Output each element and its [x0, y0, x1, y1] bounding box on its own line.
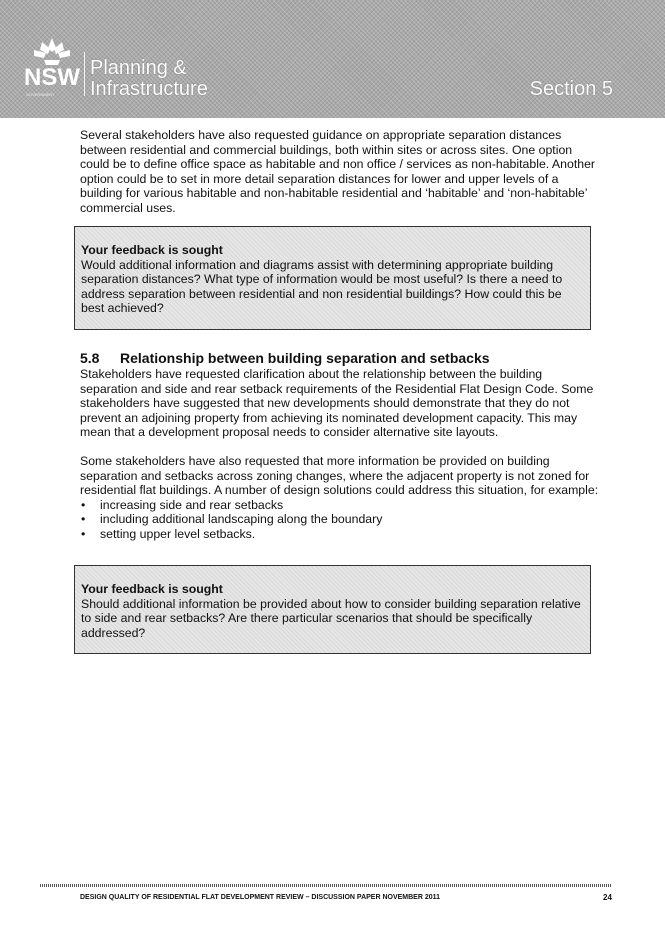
nsw-logo — [24, 36, 82, 98]
feedback-title: Your feedback is sought — [81, 243, 223, 257]
feedback-title: Your feedback is sought — [81, 582, 223, 596]
list-item: • increasing side and rear setbacks — [80, 498, 600, 513]
agency-name — [90, 58, 208, 100]
section-body — [80, 367, 600, 541]
footer-text: DESIGN QUALITY OF RESIDENTIAL FLAT DEVELOPMENT REVIEW – DISCUSSION PAPER NOVEMBER 2011 — [80, 894, 441, 901]
page-number: 24 — [603, 893, 612, 902]
section-paragraph-1: Stakeholders have requested clarification about the relationship between the building separation and side and rear setback requirements of the Residential Flat Design Code. Some stakeholders have suggested that new developments should demonstrate that they do not prevent an adjoining property from achieving its nominated development capacity. This may mean that a development proposal needs to consider alternative site layouts. — [80, 367, 594, 439]
feedback-body: Would additional information and diagrams assist with determining appropriate building separation distances? What type of information would be most useful? Is there a need to address separation between residential and non residential buildings? How could this be best achieved? — [81, 257, 563, 315]
section-number: 5.8 — [80, 350, 100, 366]
footer-divider — [40, 884, 612, 887]
section-paragraph-2: Some stakeholders have also requested that more information be provided on building separation and setbacks across zoning changes, where the adjacent property is not zoned for residential flat buildings. A number of design solutions could address this situation, for example: — [80, 454, 599, 497]
waratah-icon — [30, 36, 74, 66]
logo-subtext: GOVERNMENT — [26, 92, 55, 97]
feedback-body: Should additional information be provided about how to consider building separation relative to side and rear setbacks? Are there particular scenarios that should be specifically addressed? — [81, 596, 581, 640]
bullet-list — [80, 498, 600, 542]
agency-line-1: Planning & — [90, 57, 187, 79]
section-title: Relationship between building separation and setbacks — [120, 350, 490, 366]
intro-block — [80, 128, 600, 215]
intro-paragraph: Several stakeholders have also requested guidance on appropriate separation distances between residential and commercial buildings, both within sites or across sites. One option could be to define office space as habitable and non office / services as non-habitable. Another option could be to set in more detail separation distances for lower and upper levels of a building for various habitable and non-habitable residential and ‘habitable’ and ‘non-habitable’ commercial uses. — [80, 128, 596, 215]
section-label: Section 5 — [529, 78, 613, 100]
feedback-box-1 — [74, 226, 591, 330]
agency-line-2: Infrastructure — [90, 78, 208, 100]
header-divider — [84, 52, 85, 96]
feedback-box-2 — [74, 565, 591, 654]
logo-text: NSW — [24, 64, 80, 91]
section-heading — [80, 350, 490, 366]
list-item: • setting upper level setbacks. — [80, 527, 600, 542]
list-item: • including additional landscaping along the boundary — [80, 512, 600, 527]
page-header — [0, 0, 665, 118]
